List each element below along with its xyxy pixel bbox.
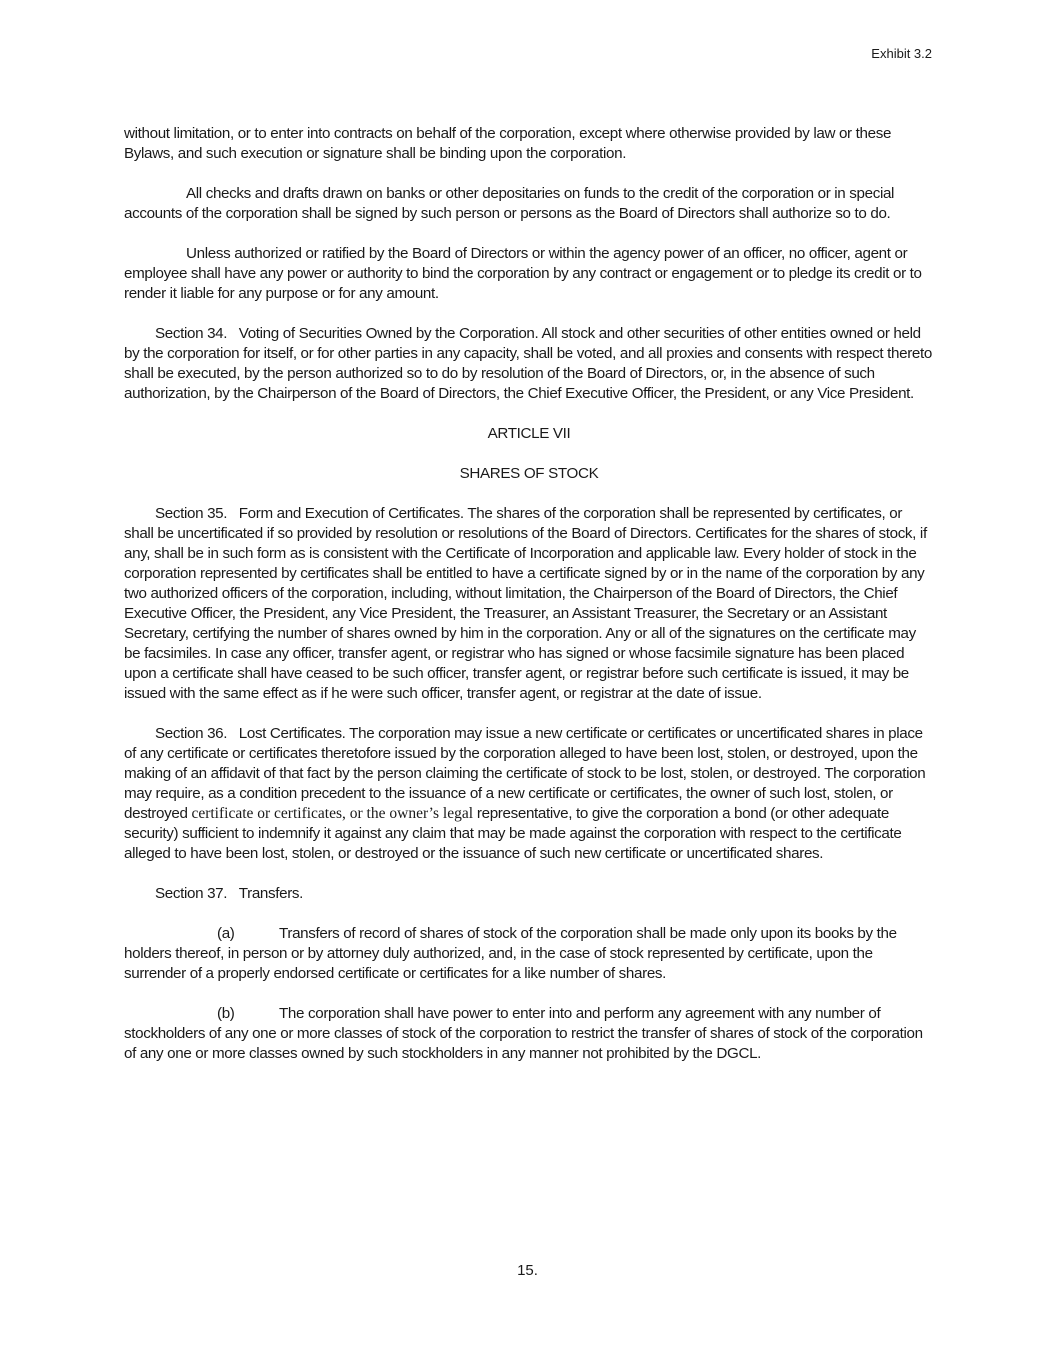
item-text: Transfers of record of shares of stock of the corporation shall be made only upon its books by the holders thereof, in person or by attorney duly authorized, and, in the case of stock represented by certificate, upon the surrender of a properly endorsed certificate or certificates for a like number of shares.	[124, 925, 897, 982]
section-number: Section 35.	[155, 505, 228, 522]
section-34	[124, 324, 934, 404]
item-text: The corporation shall have power to enter into and perform any agreement with any number of stockholders of any one or more classes of stock of the corporation to restrict the transfer of shares of stock of the corporation of any one or more classes owned by such stockholders in any manner not prohibited by the DGCL.	[124, 1005, 923, 1062]
exhibit-label: Exhibit 3.2	[871, 46, 932, 61]
paragraph-authority: Unless authorized or ratified by the Board of Directors or within the agency power of an officer, no officer, agent or employee shall have any power or authority to bind the corporation by any contract or engagement or to pledge its credit or to render it liable for any purpose or for any amount.	[124, 245, 922, 302]
section-body-continued: representative, to give the corporation a bond (or other adequate security) sufficient to indemnify it against any claim that may be made against the corporation with respect to the certificate alleged to have been lost, stolen, or destroyed or the issuance of such new certificate or uncertificated shares.	[124, 805, 902, 862]
page-number: 15.	[517, 1262, 538, 1279]
document-body	[124, 124, 934, 1084]
paragraph-continuation: without limitation, or to enter into contracts on behalf of the corporation, except where otherwise provided by law or these Bylaws, and such execution or signature shall be binding upon the corporation.	[124, 125, 892, 162]
section-36	[124, 724, 934, 864]
section-number: Section 34.	[155, 325, 228, 342]
article-subheading: SHARES OF STOCK	[459, 465, 599, 482]
section-37-item-a	[124, 924, 934, 984]
section-title: Lost Certificates.	[238, 725, 346, 742]
section-body-serif-fragment: certificate or certificates, or the owner’s legal	[191, 805, 474, 822]
section-title: Transfers.	[238, 885, 304, 902]
section-number: Section 37.	[155, 885, 228, 902]
section-number: Section 36.	[155, 725, 228, 742]
paragraph-checks-drafts: All checks and drafts drawn on banks or other depositaries on funds to the credit of the corporation or in special accounts of the corporation shall be signed by such person or persons as the Board of Directors shall authorize so to do.	[124, 185, 895, 222]
section-37	[124, 884, 934, 904]
section-body: The shares of the corporation shall be represented by certificates, or shall be uncertificated if so provided by resolution or resolutions of the Board of Directors. Certificates for the shares of stock, if any, shall be in such form as is consistent with the Certificate of Incorporation and applicable law. Every holder of stock in the corporation represented by certificates shall be entitled to have a certificate signed by or in the name of the corporation by any two authorized officers of the corporation, including, without limitation, the Chairperson of the Board of Directors, the Chief Executive Officer, the President, any Vice President, the Treasurer, an Assistant Treasurer, the Secretary or an Assistant Secretary, certifying the number of shares owned by him in the corporation. Any or all of the signatures on the certificate may be facsimiles. In case any officer, transfer agent, or registrar who has signed or whose facsimile signature has been placed upon a certificate shall have ceased to be such officer, transfer agent, or registrar before such certificate is issued, it may be issued with the same effect as if he were such officer, transfer agent, or registrar at the date of issue.	[124, 505, 927, 702]
section-body: All stock and other securities of other entities owned or held by the corporation for itself, or for other parties in any capacity, shall be voted, and all proxies and consents with respect thereto shall be executed, by the person authorized so to do by resolution of the Board of Directors, or, in the absence of such authorization, by the Chairperson of the Board of Directors, the Chief Executive Officer, the President, or any Vice President.	[124, 325, 932, 402]
section-title: Voting of Securities Owned by the Corporation.	[238, 325, 539, 342]
article-heading: ARTICLE VII	[487, 425, 571, 442]
section-35	[124, 504, 934, 704]
section-body: The corporation may issue a new certificate or certificates or uncertificated shares in place of any certificate or certificates theretofore issued by the corporation alleged to have been lost, stolen, or destroyed, upon the making of an affidavit of that fact by the person claiming the certificate of stock to be lost, stolen, or destroyed. The corporation may require, as a condition precedent to the issuance of a new certificate or certificates, the owner of such lost, stolen, or destroyed	[124, 725, 926, 822]
section-title: Form and Execution of Certificates.	[238, 505, 464, 522]
item-label: (a)	[217, 925, 235, 942]
item-label: (b)	[217, 1005, 235, 1022]
section-37-item-b	[124, 1004, 934, 1064]
